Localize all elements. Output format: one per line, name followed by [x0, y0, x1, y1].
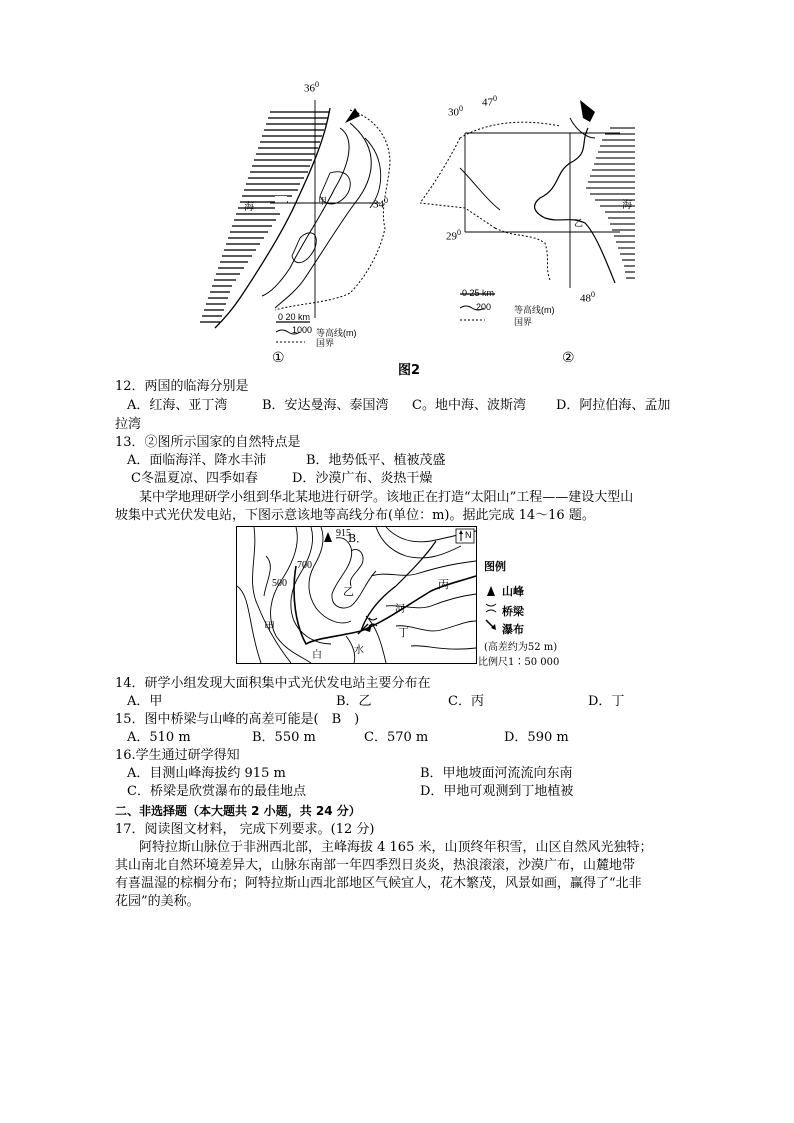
map2-lat-bottom: $29^0$ — [446, 228, 461, 243]
map2-number: ② — [562, 351, 575, 366]
q17-para-line-2: 其山南北自然环境差异大，山脉东南部一年四季烈日炎炎，热浪滚滚，沙漠广布，山麓地带 — [115, 858, 636, 873]
q13-option-a: A．面临海洋、降水丰沛 — [127, 453, 267, 468]
q12-option-c: C。地中海、波斯湾 — [412, 398, 526, 413]
q13-stem: 13．②图所示国家的自然特点是 — [115, 435, 301, 450]
section-2-heading: 二、非选择题（本大题共 2 小题，共 24 分） — [115, 804, 361, 818]
contour-500: 500 — [272, 578, 287, 589]
scale-text: 比例尺1∶50 000 — [478, 657, 560, 668]
place-yi: 乙 — [343, 585, 354, 598]
map2-lat-top: $30^0$ — [448, 104, 463, 119]
place-bing: 丙 — [438, 578, 449, 591]
q16-option-c: C．桥梁是欣赏瀑布的最佳地点 — [127, 784, 306, 799]
map1-border-text: 国界 — [316, 338, 335, 348]
q14-option-c: C．丙 — [448, 694, 484, 709]
q13-option-b: B．地势低平、植被茂盛 — [306, 453, 446, 468]
q12-option-a: A．红海、亚丁湾 — [127, 398, 228, 413]
river-shui: 水 — [354, 645, 364, 656]
q12-option-d: D．阿拉伯海、孟加 — [556, 398, 671, 413]
q16-option-b: B．甲地坡面河流流向东南 — [420, 766, 573, 781]
q16-stem: 16.学生通过研学得知 — [115, 748, 240, 763]
q15-option-a: A．510 m — [127, 730, 191, 745]
q16-option-d: D．甲地可观测到丁地植被 — [420, 784, 574, 799]
q13-option-c: C冬温夏凉、四季如春 — [131, 471, 258, 486]
river-bai: 白 — [312, 650, 322, 661]
map2-contour-text: 等高线(m) — [514, 305, 555, 315]
q15-option-b: B．550 m — [252, 730, 316, 745]
q14-option-b: B．乙 — [336, 694, 372, 709]
intro-line-1: 某中学地理研学小组到华北某地进行研学。该地正在打造“太阳山”工程——建设大型山 — [139, 490, 634, 505]
q15-option-c: C．570 m — [364, 730, 429, 745]
contour-map — [236, 526, 576, 668]
q14-option-a: A．甲 — [127, 694, 163, 709]
q14-stem: 14．研学小组发现大面积集中式光伏发电站主要分布在 — [115, 676, 431, 691]
figure-2-caption: 图2 — [398, 363, 421, 378]
q17-stem: 17．阅读图文材料， 完成下列要求。(12 分) — [115, 822, 375, 837]
q15-stem: 15．图中桥梁与山峰的高差可能是( B ) — [115, 712, 360, 727]
map1-contour-text: 等高线(m) — [316, 328, 357, 338]
map1-number: ① — [272, 351, 285, 366]
figure-2 — [180, 78, 660, 378]
legend-fall-note: (高差约为52 m) — [484, 642, 558, 653]
river-he: 河 — [395, 604, 405, 615]
map2-place-label: 乙 — [574, 218, 584, 228]
q17-para-line-3: 有喜温湿的棕榈分布；阿特拉斯山西北部地区气候宜人，花木繁茂，风景如画，赢得了“北非 — [115, 876, 642, 891]
map2-border-text: 国界 — [514, 317, 533, 327]
q15-option-d: D．590 m — [504, 730, 569, 745]
map1-lat-right: $34^0$ — [373, 196, 388, 211]
q12-option-d-cont: 拉湾 — [115, 417, 142, 432]
bridge-icon — [486, 604, 496, 612]
q16-option-a: A．目测山峰海拔约 915 m — [127, 766, 286, 781]
peak-value: 915 — [336, 528, 351, 539]
q12-option-b: B．安达曼海、泰国湾 — [262, 398, 389, 413]
map1-sea-label: 海 — [244, 202, 254, 213]
map1-place-label: 甲 — [318, 196, 328, 206]
legend-peak: 山峰 — [502, 585, 524, 598]
q17-para-line-4: 花园”的美称。 — [115, 894, 200, 909]
map2-contour-value: 200 — [476, 302, 492, 312]
place-jia: 甲 — [264, 620, 275, 633]
place-yi-top: B． — [348, 532, 368, 545]
map2-scale: 0 25 km — [462, 288, 495, 298]
map1-contour-value: 1000 — [292, 325, 313, 335]
legend-title: 图例 — [484, 560, 506, 573]
map2-lon-top: $47^0$ — [482, 94, 497, 109]
legend-bridge: 桥梁 — [502, 605, 524, 618]
map2-sea-label: 海 — [622, 200, 632, 211]
map2-lon-bottom: $48^0$ — [580, 290, 595, 305]
intro-line-2: 坡集中式光伏发电站，下图示意该地等高线分布(单位：m)。据此完成 14～16 题。 — [115, 508, 595, 523]
q14-option-d: D．丁 — [588, 694, 625, 709]
q13-option-d: D．沙漠广布、炎热干燥 — [292, 471, 433, 486]
contour-700: 700 — [297, 560, 312, 571]
peak-icon — [487, 586, 495, 596]
legend-fall: 瀑布 — [502, 623, 524, 636]
q12-stem: 12．两国的临海分别是 — [115, 379, 249, 394]
north-label: N — [465, 530, 472, 540]
map1-lon-top: $36^0$ — [304, 80, 319, 95]
place-ding: 丁 — [398, 626, 409, 639]
map1-scale: 0 20 km — [278, 312, 311, 322]
q17-para-line-1: 阿特拉斯山脉位于非洲西北部，主峰海拔 4 165 米，山顶终年积雪，山区自然风光独特； — [139, 840, 653, 855]
